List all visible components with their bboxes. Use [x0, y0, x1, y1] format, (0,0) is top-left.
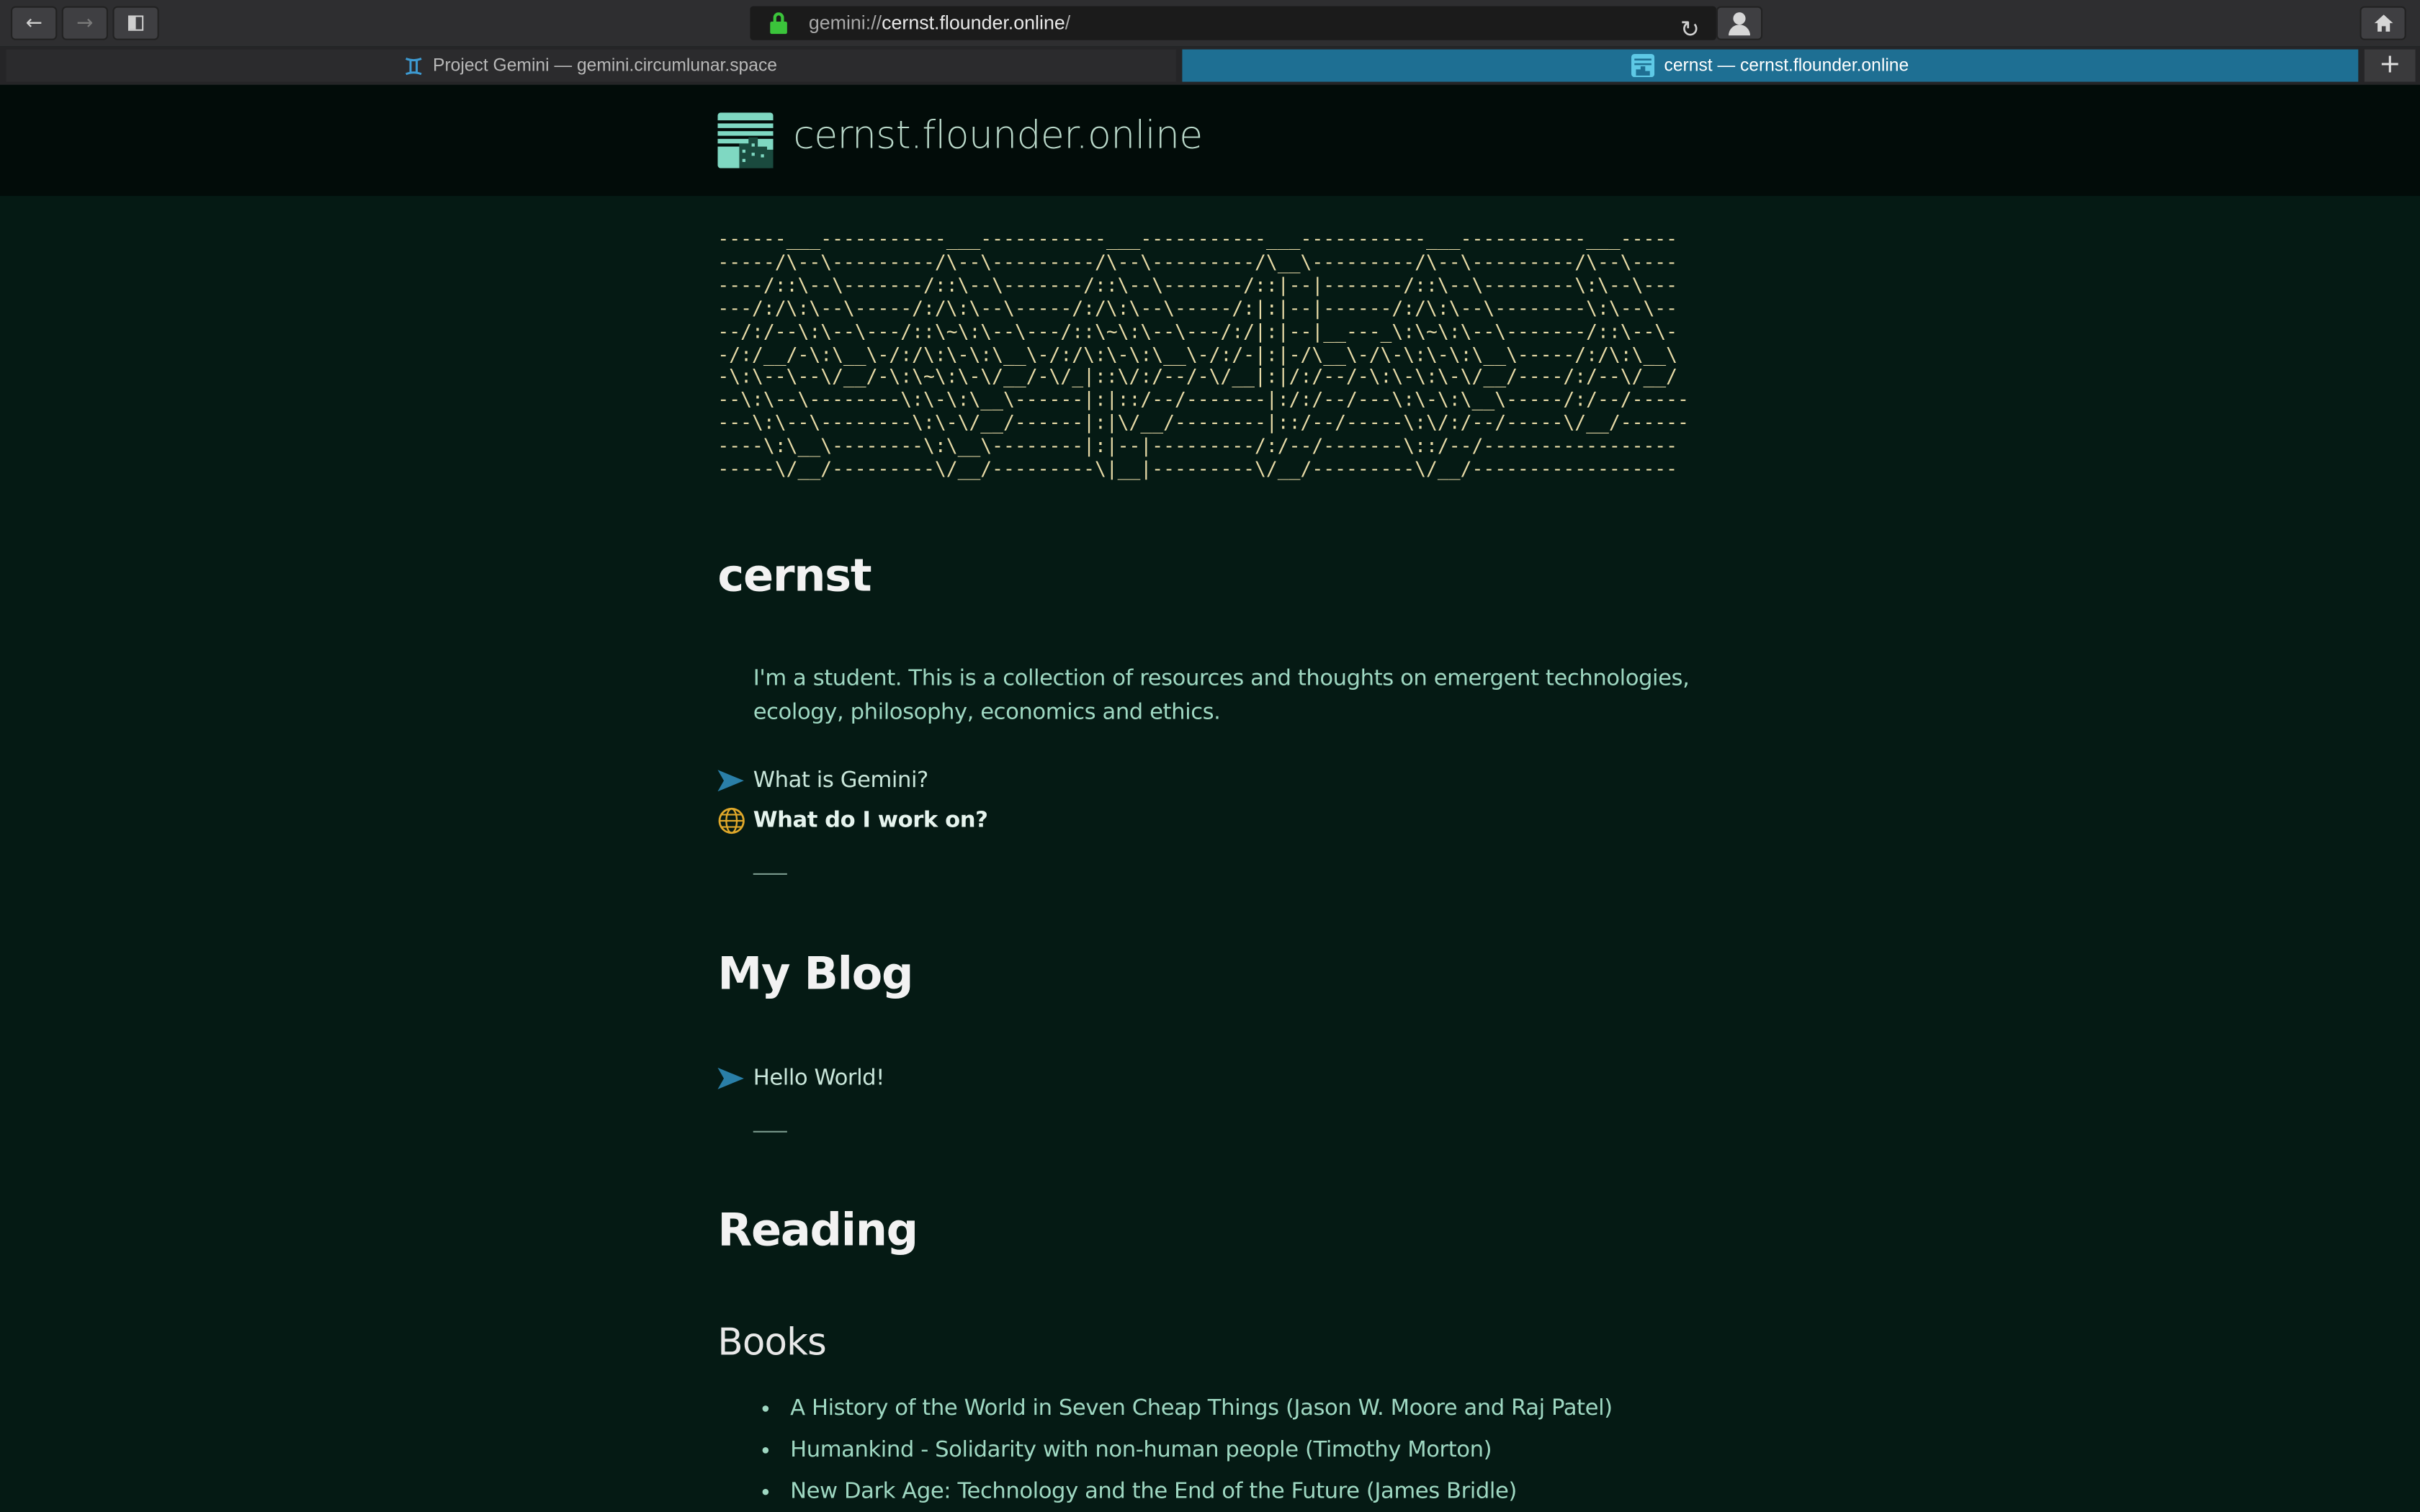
home-icon [2373, 14, 2393, 32]
tab-cernst[interactable] [1182, 50, 2358, 82]
tab-project-gemini[interactable] [6, 50, 1176, 82]
books-list [763, 1389, 1613, 1512]
tab-label: cernst — cernst.flounder.online [1664, 56, 1909, 75]
blog-heading: My Blog [717, 947, 913, 1000]
address-bar[interactable] [750, 6, 1716, 43]
intro-paragraph: I'm a student. This is a collection of resources and thoughts on emergent technologies, ecology, philosophy, economics and ethics. [753, 666, 1690, 725]
gemini-link-arrow-icon [717, 1065, 745, 1093]
list-item [763, 1471, 1613, 1512]
book-title: New Dark Age: Technology and the End of the Future (James Bridle) [790, 1479, 1517, 1504]
globe-icon [717, 807, 745, 835]
link-label: What do I work on? [753, 808, 988, 834]
bullet [763, 1406, 769, 1413]
ascii-art-banner: ------___-----------___-----------___-----------___-----------___-----------___----- -----/\--\---------/\--\---------/\--\---------/\__\---------/\--\---------/\--\---- ----/::\--\-------/::\--\-------/::\--\-------/::|--|-------/::\--\--------\:\--\--- ---/:/\:\--\-----/:/\:\--\-----/:/\:\--\-----/:|:|--|------/:/\:\--\--------\:\--\-- --/:/--\:\--\---/::\~\:\--\---/::\~\:\--\---/:/|:|--|__---_\:\~\:\--\-------/::\--\- -/:/__/-\:\__\-/:/\:\-\:\__\-/:/\:\-\:\__\-/:/-|:|-/\__\-/\-\:\-\:\__\-----/:/\:\__\ -\:\--\--\/__/-\:\~\:\-\/__/-\/_|::\/:/--/-\/__|:|/:/--/-\:\-\:\-\/__/----/:/--\/__/ --\:\--\--------\:\-\:\__\------|:|::/--/-------|:/:/--/---\:\-\:\__\-----/:/--/----- ---\:\--\--------\:\-\/__/------|:|\/__/--------|::/--/-----\:\/:/--/-----\/__/------ ----\:\__\--------\:\__\--------|:|--|---------/:/--/-------\::/--/----------------- -----\/__/---------\/__/---------\|__|---------\/__/---------\/__/------------------ [717, 228, 1689, 480]
back-button[interactable] [11, 6, 57, 40]
lock-icon [768, 12, 789, 34]
arrow-left-icon: ← [25, 12, 42, 35]
tab-strip [0, 46, 2420, 85]
link-hello-world[interactable] [717, 1061, 884, 1095]
link-what-is-gemini[interactable] [717, 764, 928, 798]
tab-label: Project Gemini — gemini.circumlunar.space [433, 56, 777, 75]
book-title: A History of the World in Seven Cheap Things (Jason W. Moore and Raj Patel) [790, 1397, 1613, 1422]
site-header [0, 85, 2420, 196]
url-text[interactable] [809, 12, 1070, 34]
books-heading: Books [717, 1320, 826, 1364]
identity-button[interactable] [1716, 6, 1762, 40]
plus-icon: + [2378, 49, 2401, 81]
sidebar-toggle-button[interactable] [112, 6, 158, 40]
bullet [763, 1488, 769, 1495]
arrow-right-icon: → [76, 12, 94, 35]
browser-toolbar [0, 0, 2420, 46]
bullet [763, 1447, 769, 1454]
section-divider [753, 1131, 787, 1133]
url-scheme: gemini:// [808, 12, 882, 35]
url-host: cernst.flounder.online [882, 12, 1065, 35]
book-title: Humankind - Solidarity with non-human people (Timothy Morton) [790, 1438, 1492, 1463]
new-tab-button[interactable] [2365, 50, 2416, 82]
gemini-icon [405, 56, 424, 75]
list-item [763, 1389, 1613, 1430]
forward-button[interactable] [62, 6, 108, 40]
list-item [763, 1430, 1613, 1471]
url-path: / [1065, 12, 1071, 35]
link-what-do-i-work-on[interactable] [717, 804, 987, 837]
link-label: What is Gemini? [753, 768, 928, 793]
sidebar-icon [128, 15, 143, 30]
page-title: cernst [717, 549, 871, 602]
home-button[interactable] [2360, 6, 2406, 40]
site-title[interactable]: cernst.flounder.online [793, 112, 1203, 158]
site-favicon-icon [1632, 54, 1655, 77]
site-logo-icon [717, 112, 773, 168]
reading-heading: Reading [717, 1203, 918, 1256]
link-label: Hello World! [753, 1066, 885, 1091]
gemini-link-arrow-icon [717, 767, 745, 795]
reload-icon[interactable]: ↻ [1680, 15, 1700, 43]
section-divider [753, 873, 787, 875]
